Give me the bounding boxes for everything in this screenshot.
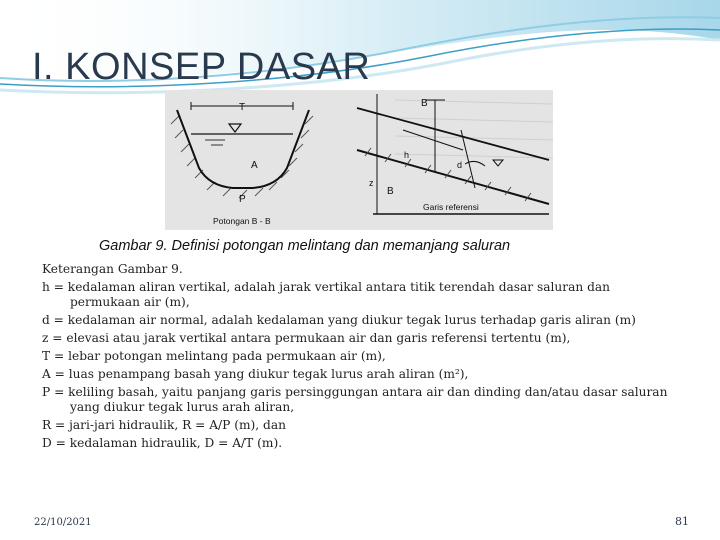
label-B-top: B [421,98,428,109]
label-z: z [369,178,374,188]
note-h: h = kedalaman aliran vertikal, adalah jarak vertikal antara titik terendah dasar saluran dan permukaan air (m), [42,280,611,309]
channel-section-figure [165,90,553,230]
figure-caption: Gambar 9. Definisi potongan melintang dan memanjang saluran [99,238,511,254]
label-T: T [239,102,246,113]
note-D: D = kedalaman hidraulik, D = A/T (m). [42,436,283,450]
note-T: T = lebar potongan melintang pada permukaan air (m), [42,349,386,363]
label-P: P [239,194,246,205]
page-number: 81 [675,515,689,528]
note-P: P = keliling basah, yaitu panjang garis persinggungan antara air dan dinding dan/atau dasar saluran yang diukur tegak lurus arah aliran, [42,385,668,414]
label-d: d [457,160,463,170]
label-B-bottom: B [387,186,394,197]
label-h: h [404,150,410,160]
notes-list [42,262,682,454]
note-z: z = elevasi atau jarak vertikal antara permukaan air dan garis referensi tertentu (m), [42,331,571,345]
note-d: d = kedalaman air normal, adalah kedalaman yang diukur tegak lurus terhadap garis aliran (m) [42,313,636,327]
footer-date: 22/10/2021 [34,517,92,528]
slide-title: I. KONSEP DASAR [32,46,371,88]
note-A: A = luas penampang basah yang diukur tegak lurus arah aliran (m²), [42,367,469,381]
note-R: R = jari-jari hidraulik, R = A/P (m), dan [42,418,286,432]
section-caption: Potongan B - B [213,216,271,226]
label-A: A [251,160,258,171]
datum-caption: Garis referensi [423,202,479,212]
notes-heading: Keterangan Gambar 9. [42,262,183,276]
